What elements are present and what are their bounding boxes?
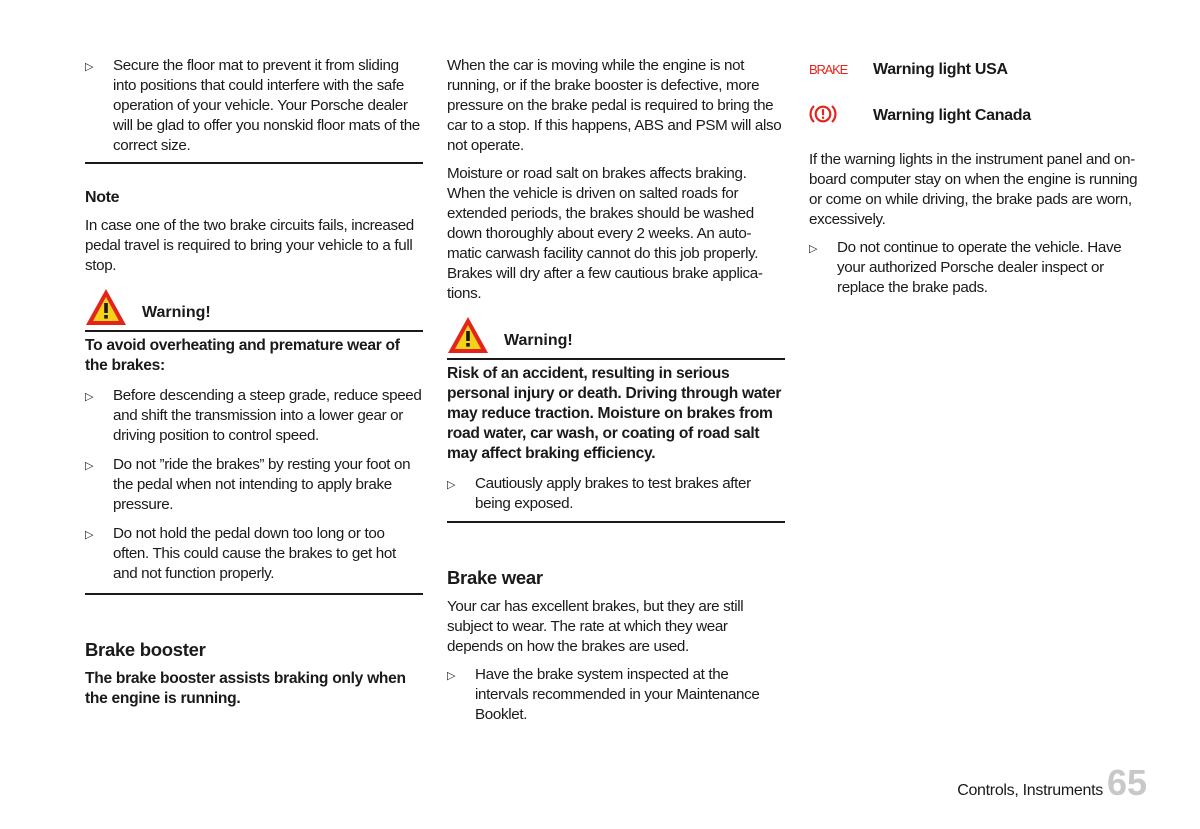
bullet-arrow-icon: ▷ — [447, 479, 456, 491]
bullet-item — [447, 665, 785, 725]
bullet-arrow-icon: ▷ — [85, 61, 94, 73]
bullet-arrow-icon: ▷ — [809, 243, 818, 255]
brake-text-icon: BRAKE — [809, 62, 848, 77]
bullet-item — [809, 238, 1139, 298]
bullet-text: Do not continue to operate the vehicle. Have your authorized Porsche dealer inspect or replace the brake pads. — [837, 239, 1122, 296]
note-heading: Note — [85, 189, 120, 206]
paragraph: Moisture or road salt on brakes affects braking. When the vehicle is driven on salted roads for extended periods, the brakes should be washed down thoroughly about every 2 weeks. An auto-matic carwash facility cannot do this job properly. Brakes will dry after a few cautious brake applica-tions. — [447, 165, 763, 302]
bullet-arrow-icon: ▷ — [447, 670, 456, 682]
divider — [85, 330, 423, 332]
divider — [447, 358, 785, 360]
warning-text: To avoid overheating and premature wear of the brakes: — [85, 337, 400, 374]
bullet-text: Do not ”ride the brakes” by resting your foot on the pedal when not intending to apply brake pressure. — [113, 456, 411, 513]
warning-light-usa — [809, 57, 1139, 83]
section-heading-brake-wear: Brake wear — [447, 567, 543, 588]
warning-text: Risk of an accident, resulting in serious personal injury or death. Driving through water may reduce traction. Moisture on brakes from road water, car wash, or coating of road salt may affect braking efficiency. — [447, 365, 782, 462]
paragraph: If the warning lights in the instrument panel and on-board computer stay on when the engine is running or come on while driving, the brake pads are worn, excessively. — [809, 151, 1138, 228]
bullet-item — [85, 524, 423, 584]
column-left — [85, 56, 423, 709]
bullet-item — [85, 455, 423, 515]
bullet-text: Do not hold the pedal down too long or too often. This could cause the brakes to get hot and not function properly. — [113, 525, 396, 582]
footer-section-title: Controls, Instruments — [957, 782, 1103, 799]
booster-text: The brake booster assists braking only when the engine is running. — [85, 670, 406, 707]
note-text: In case one of the two brake circuits fails, increased pedal travel is required to bring your vehicle to a full stop. — [85, 217, 414, 274]
bullet-text: Before descending a steep grade, reduce speed and shift the transmission into a lower gear or driving position to control speed. — [113, 387, 422, 444]
page-number: 65 — [1106, 762, 1147, 803]
warning-light-canada — [809, 103, 1139, 129]
section-heading-brake-booster: Brake booster — [85, 639, 206, 660]
bullet-arrow-icon: ▷ — [85, 391, 94, 403]
column-middle — [447, 56, 785, 734]
warning-triangle-icon — [85, 288, 127, 326]
bullet-text: Secure the floor mat to prevent it from sliding into positions that could interfere with the safe operation of your vehicle. Your Porsche dealer will be glad to offer you nonskid floor mats of the correct size. — [113, 57, 420, 154]
warning-label: Warning! — [142, 304, 211, 321]
warning-light-canada-label: Warning light Canada — [873, 107, 1031, 124]
bullet-item — [85, 56, 423, 156]
warning-header — [85, 284, 423, 326]
warning-header — [447, 312, 785, 354]
paragraph: When the car is moving while the engine is not running, or if the brake booster is defective, more pressure on the brake pedal is required to bring the car to a stop. If this happens, ABS and PSM will also not operate. — [447, 57, 782, 154]
bullet-item — [447, 474, 785, 514]
page-footer — [957, 762, 1147, 804]
bullet-arrow-icon: ▷ — [85, 460, 94, 472]
warning-light-usa-label: Warning light USA — [873, 61, 1008, 78]
circle-exclamation-brake-icon — [809, 103, 873, 130]
bullet-item — [85, 386, 423, 446]
warning-label: Warning! — [504, 332, 573, 349]
column-right — [809, 57, 1139, 307]
bullet-text: Have the brake system inspected at the intervals recommended in your Maintenance Booklet. — [475, 666, 760, 723]
paragraph: Your car has excellent brakes, but they are still subject to wear. The rate at which they wear depends on how the brakes are used. — [447, 598, 744, 655]
bullet-arrow-icon: ▷ — [85, 529, 94, 541]
bullet-text: Cautiously apply brakes to test brakes after being exposed. — [475, 475, 751, 512]
warning-triangle-icon — [447, 316, 489, 354]
